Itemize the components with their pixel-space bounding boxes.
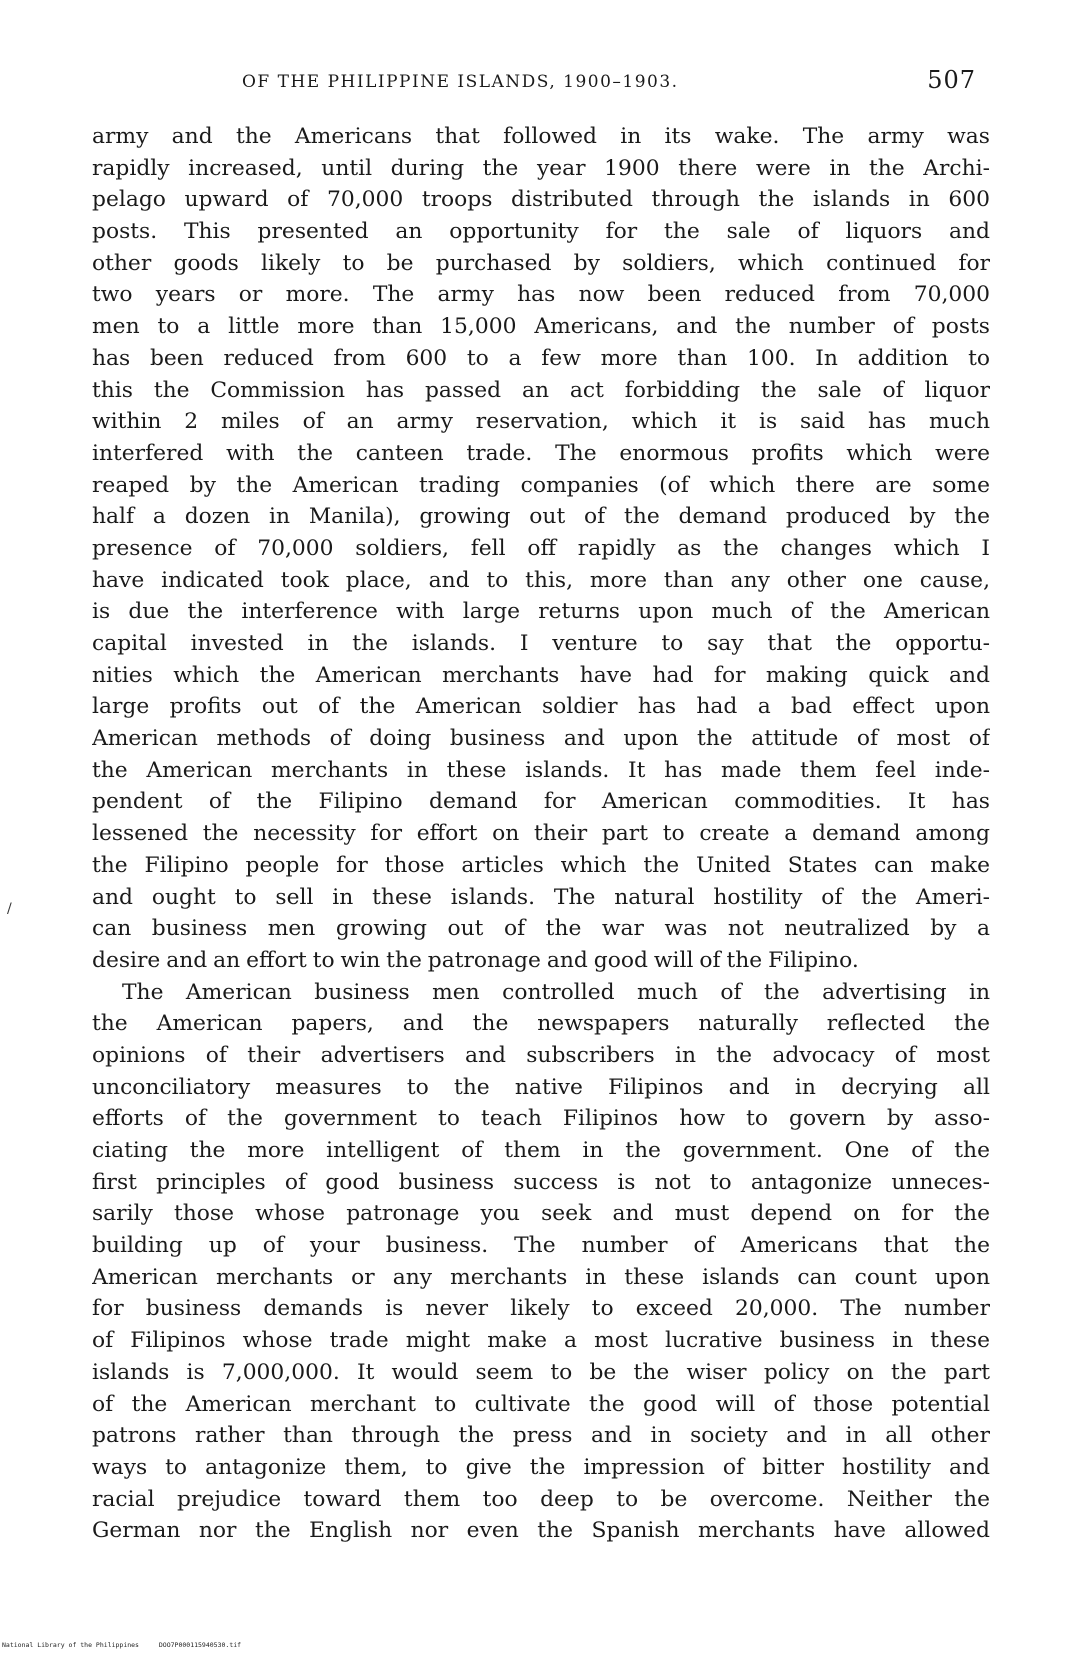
text-line: American merchants or any merchants in these islands can count upon [92,1264,990,1290]
text-line: this the Commission has passed an act forbidding the sale of liquor [92,377,990,403]
page-number: 507 [927,66,976,94]
footer-library: National Library of the Philippines [2,1641,139,1649]
text-line: posts. This presented an opportunity for the sale of liquors and [92,219,990,245]
text-line: ciating the more intelligent of them in the government. One of the [92,1138,990,1163]
text-line: two years or more. The army has now been reduced from 70,000 [92,282,990,308]
text-line: presence of 70,000 soldiers, fell off rapidly as the changes which I [92,535,990,561]
text-line: pelago upward of 70,000 troops distributed through the islands in 600 [92,187,990,213]
text-line: can business men growing out of the war was not neutralized by a [92,916,990,942]
text-line: the Filipino people for those articles which the United States can make [92,852,990,878]
text-line: sarily those whose patronage you seek and must depend on for the [92,1201,990,1227]
text-line: rapidly increased, until during the year 1900 there were in the Archi- [92,155,990,181]
text-line: The American business men controlled much of the advertising in [122,979,990,1005]
text-line: efforts of the government to teach Filipinos how to govern by asso- [92,1106,990,1132]
text-line: nities which the American merchants have had for making quick and [92,662,990,688]
footer-file-id: DOO7P000115940530.tif [158,1641,242,1649]
text-line: ways to antagonize them, to give the impression of bitter hostility and [92,1454,990,1480]
text-line: army and the Americans that followed in its wake. The army was [92,124,990,149]
text-line: within 2 miles of an army reservation, which it is said has much [92,409,990,435]
scan-footer [2,1641,241,1649]
text-line: first principles of good business success is not to antagonize unneces- [92,1169,990,1195]
text-line: large profits out of the American soldier has had a bad effect upon [92,694,990,720]
text-line: and ought to sell in these islands. The natural hostility of the Ameri- [92,884,990,910]
text-line: desire and an effort to win the patronage and good will of the Filipino. [92,947,859,973]
text-line: capital invested in the islands. I venture to say that the opportu- [92,631,990,656]
text-line: German nor the English nor even the Spanish merchants have allowed [92,1518,990,1544]
text-line: reaped by the American trading companies (of which there are some [92,472,990,498]
text-line: of the American merchant to cultivate the good will of those potential [92,1391,990,1417]
text-line: men to a little more than 15,000 Americans, and the number of posts [92,314,990,340]
text-line: have indicated took place, and to this, more than any other one cause, [92,567,990,593]
text-line: patrons rather than through the press and in society and in all other [92,1423,990,1449]
text-line: racial prejudice toward them too deep to be overcome. Neither the [92,1486,990,1512]
running-title: OF THE PHILIPPINE ISLANDS, 1900–1903. [242,72,679,92]
text-line: opinions of their advertisers and subscribers in the advocacy of most [92,1042,990,1068]
text-line: islands is 7,000,000. It would seem to be the wiser policy on the part [92,1359,990,1385]
text-line: of Filipinos whose trade might make a most lucrative business in these [92,1328,990,1354]
text-line: for business demands is never likely to exceed 20,000. The number [92,1296,990,1322]
text-line: is due the interference with large returns upon much of the American [92,599,990,625]
text-line: lessened the necessity for effort on their part to create a demand among [92,821,990,847]
running-head [92,66,992,106]
text-line: has been reduced from 600 to a few more than 100. In addition to [92,345,990,371]
text-line: American methods of doing business and upon the attitude of most of [92,726,990,752]
text-line: pendent of the Filipino demand for American commodities. It has [92,789,990,815]
text-line: building up of your business. The number of Americans that the [92,1233,990,1259]
text-line: unconciliatory measures to the native Filipinos and in decrying all [92,1074,990,1100]
text-line: other goods likely to be purchased by soldiers, which continued for [92,250,990,276]
text-line: interfered with the canteen trade. The enormous profits which were [92,440,990,466]
margin-mark: / [7,901,12,917]
text-line: half a dozen in Manila), growing out of the demand produced by the [92,504,990,530]
text-line: the American papers, and the newspapers naturally reflected the [92,1011,990,1037]
body-text [92,121,990,1547]
text-line: the American merchants in these islands. It has made them feel inde- [92,757,990,783]
